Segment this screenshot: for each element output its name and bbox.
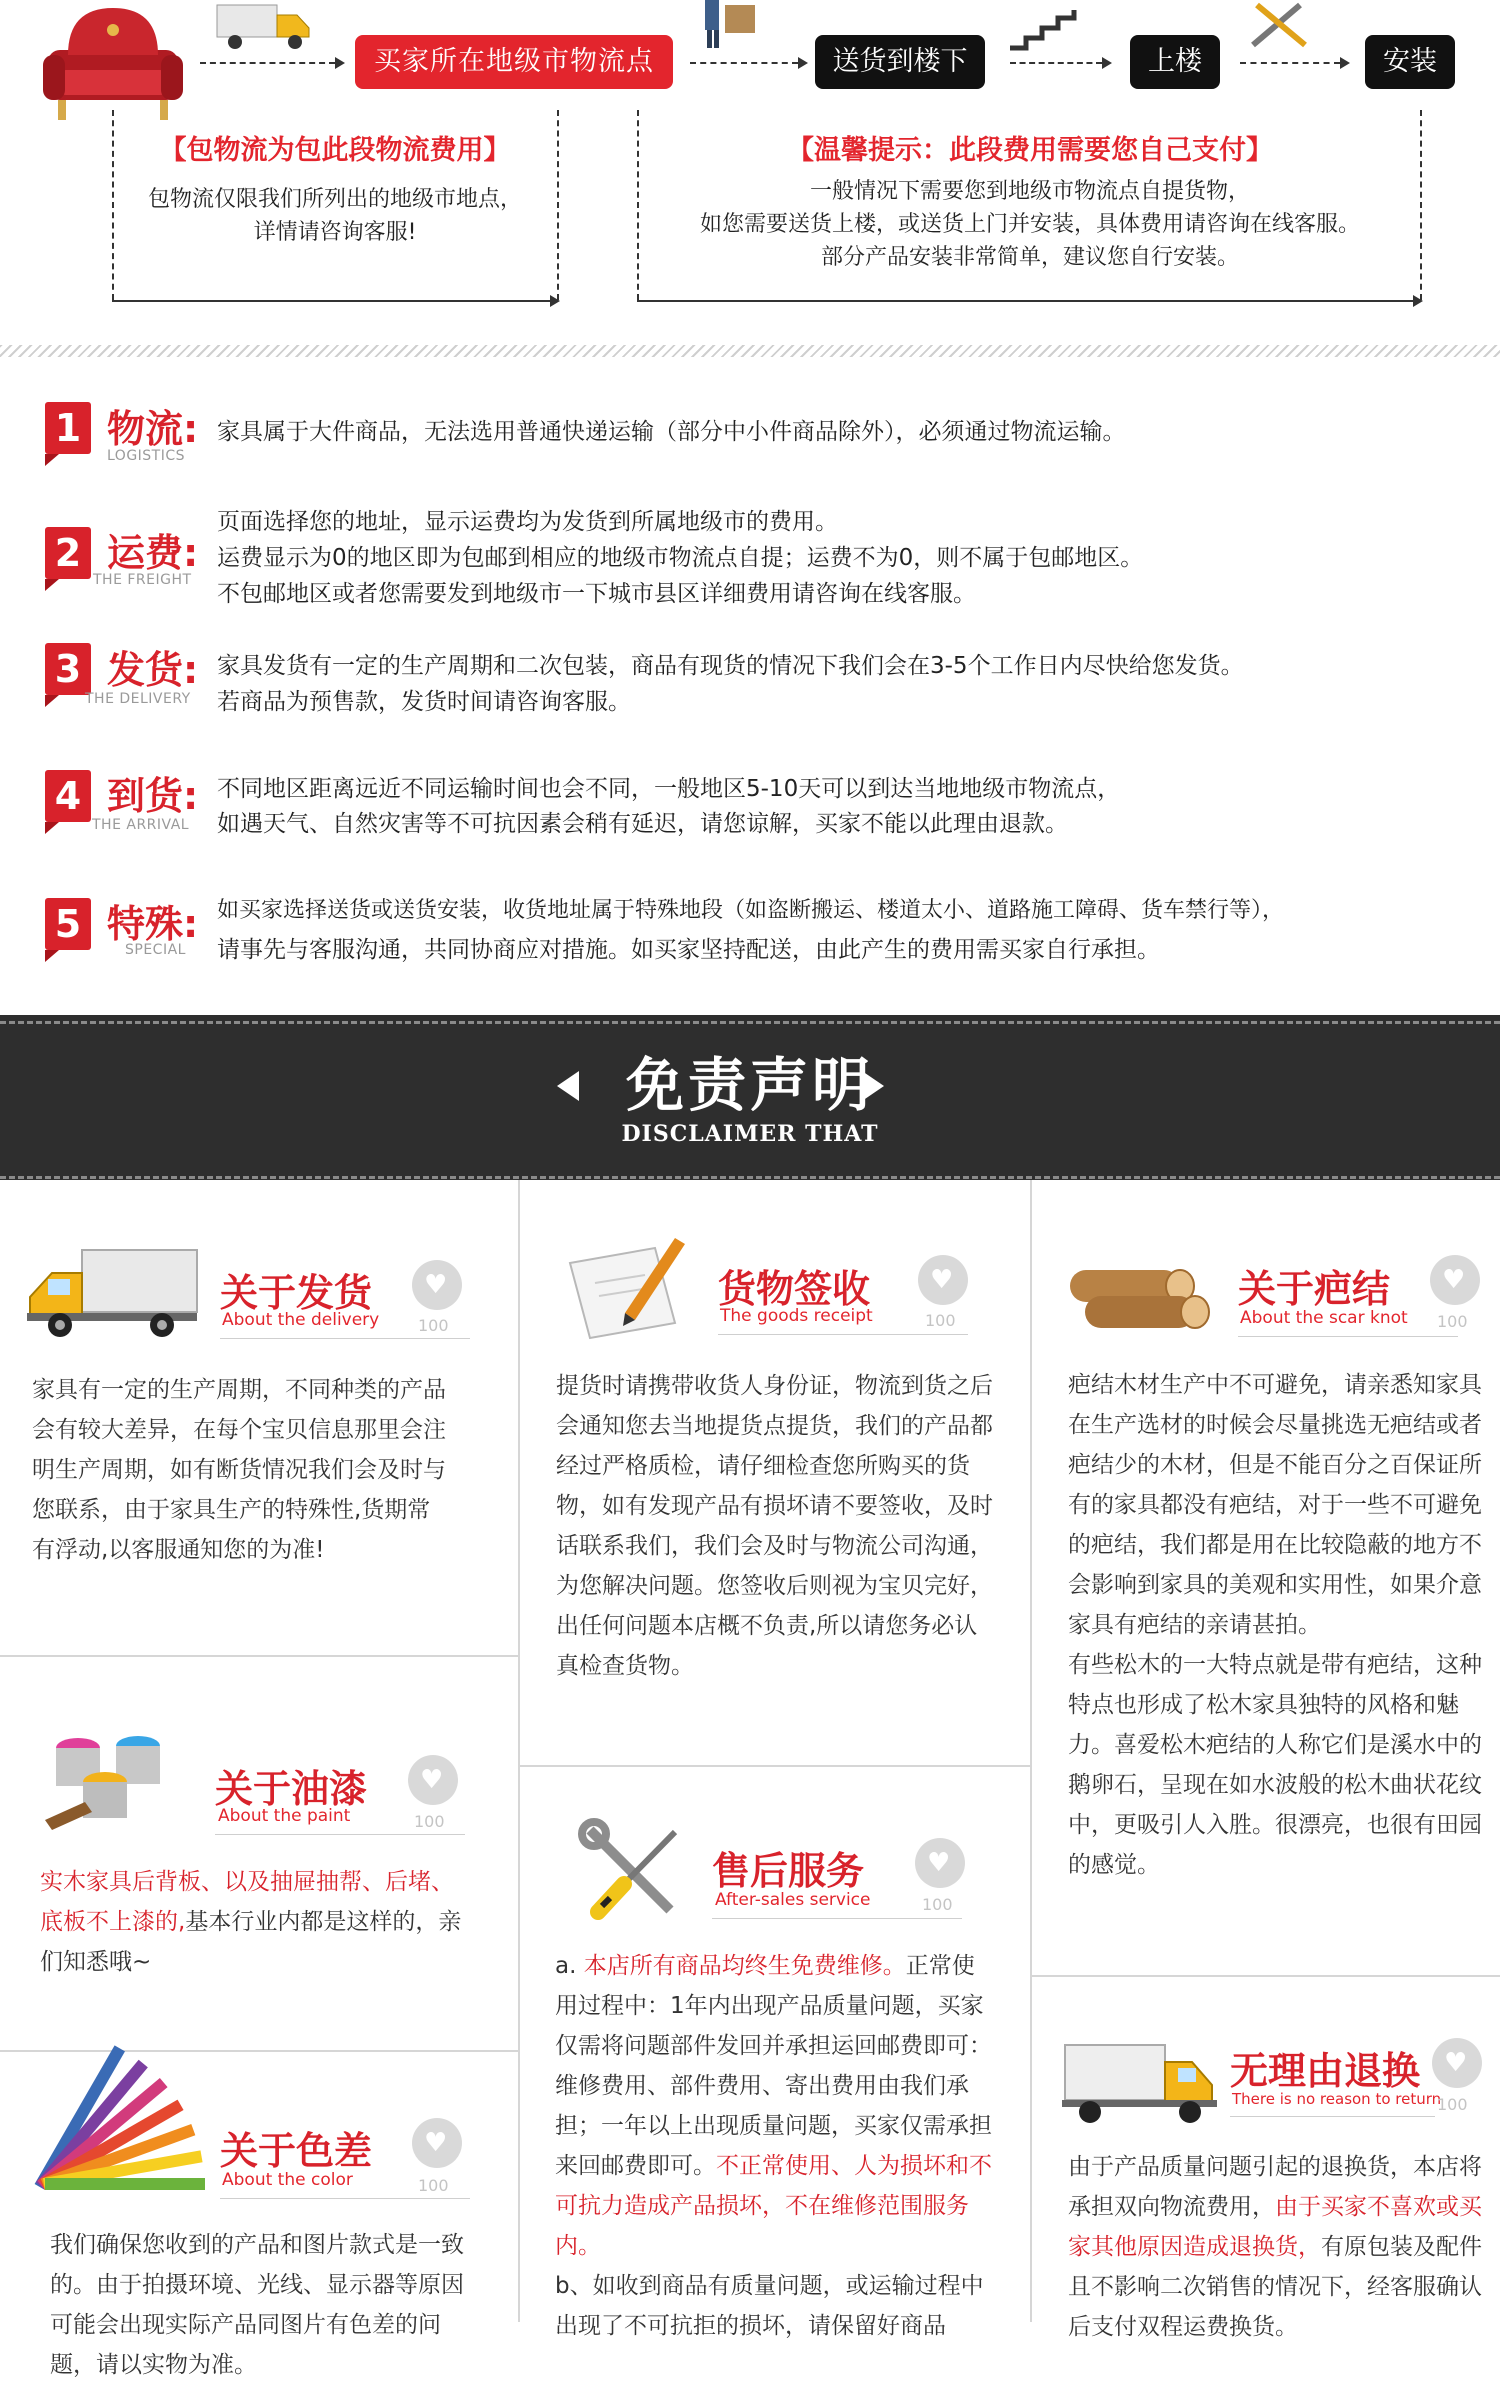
row-text: 如遇天气、自然灾害等不可抗因素会稍有延迟，请您谅解，买家不能以此理由退款。 bbox=[217, 811, 1068, 837]
card-paragraph bbox=[40, 1862, 475, 1982]
cell-divider bbox=[0, 1655, 518, 1657]
card-title: 售后服务 bbox=[712, 1849, 865, 1893]
flow-arrow bbox=[1240, 62, 1340, 66]
like-button[interactable] bbox=[915, 1838, 965, 1888]
card-paragraph bbox=[555, 1946, 995, 2266]
cell-divider bbox=[1030, 1975, 1500, 1977]
note-line: 一般情况下需要您到地级市物流点自提货物， bbox=[809, 179, 1250, 204]
color-swatch-fan-icon bbox=[25, 2090, 205, 2200]
bracket-line bbox=[637, 300, 1415, 302]
worker-carrying-box-icon bbox=[695, 0, 775, 50]
cell-divider bbox=[0, 2050, 518, 2052]
signing-pen-icon bbox=[565, 1228, 695, 1338]
card-title: 无理由退换 bbox=[1230, 2049, 1421, 2093]
step-logistics-point: 买家所在地级市物流点 bbox=[355, 35, 673, 89]
card-text bbox=[555, 1946, 995, 2339]
row-title: 运费: bbox=[107, 531, 199, 575]
card-subtitle: About the delivery bbox=[222, 1310, 380, 1330]
title-underline bbox=[220, 2198, 470, 2199]
card-subtitle: About the paint bbox=[218, 1806, 351, 1826]
row-number: 5 bbox=[45, 898, 91, 950]
card-title: 关于疤结 bbox=[1238, 1267, 1391, 1311]
card-subtitle: There is no reason to return bbox=[1232, 2090, 1442, 2108]
truck-icon bbox=[215, 0, 315, 55]
card-subtitle: The goods receipt bbox=[720, 1306, 873, 1326]
note-line: 如您需要送货上楼，或送货上门并安装，具体费用请咨询在线客服。 bbox=[699, 212, 1360, 237]
like-count: 100 bbox=[1437, 2095, 1468, 2114]
like-count: 100 bbox=[418, 2176, 449, 2195]
row-text: 如买家选择送货或送货安装，收货地址属于特殊地段（如盗断搬运、楼道太小、道路施工障碍、货车禁行等）， bbox=[217, 898, 1285, 923]
row-subtitle: THE DELIVERY bbox=[85, 691, 191, 707]
like-count: 100 bbox=[922, 1895, 953, 1914]
like-count: 100 bbox=[925, 1311, 956, 1330]
row-text: 家具属于大件商品，无法选用普通快递运输（部分中小件商品除外），必须通过物流运输。 bbox=[217, 419, 1126, 445]
row-number: 3 bbox=[45, 643, 91, 695]
note-line: 包物流仅限我们所列出的地级市地点， bbox=[147, 187, 522, 212]
plain-text: 由于产品质量问题引起的退换货，本店将承担双向物流费用， bbox=[1068, 2154, 1482, 2220]
row-text: 若商品为预售款，发货时间请咨询客服。 bbox=[217, 689, 631, 715]
card-paragraph: b、如收到商品有质量问题，或运输过程中出现了不可抗拒的损坏，请保留好商品 bbox=[555, 2273, 984, 2339]
truck-icon bbox=[1060, 2040, 1220, 2130]
note-line: 部分产品安装非常简单，建议您自行安装。 bbox=[820, 245, 1239, 270]
like-button[interactable] bbox=[1432, 2038, 1482, 2088]
row-subtitle: THE FREIGHT bbox=[93, 572, 192, 588]
bracket-line bbox=[1420, 110, 1422, 300]
plain-text: 正常使用过程中：1年内出现产品质量问题，买家仅需将问题部件发回并承担运回邮费即可：维修费用、部件费用、寄出费用由我们承担；一年以上出现质量问题，买家仅需承担来回邮费即可。 bbox=[555, 1953, 992, 2179]
card-title: 关于色差 bbox=[220, 2129, 373, 2173]
title-underline bbox=[1230, 2116, 1435, 2117]
heart-icon: ♥ bbox=[420, 1765, 444, 1795]
title-underline bbox=[220, 1338, 470, 1339]
title-underline bbox=[215, 1834, 465, 1835]
row-title: 发货: bbox=[107, 648, 199, 692]
row-text: 运费显示为0的地区即为包邮到相应的地级市物流点自提；运费不为0，则不属于包邮地区。 bbox=[217, 545, 1144, 571]
title-underline bbox=[1238, 1336, 1458, 1337]
like-button[interactable] bbox=[412, 2118, 462, 2168]
card-text bbox=[556, 1366, 996, 1686]
like-button[interactable] bbox=[918, 1255, 968, 1305]
bracket-line bbox=[637, 110, 639, 300]
note-line: 详情请咨询客服! bbox=[253, 220, 417, 245]
card-text bbox=[1068, 2147, 1483, 2340]
highlight-text: 由于买家不喜欢或买家其他原因造成退换货， bbox=[1068, 2194, 1482, 2260]
step-upstairs: 上楼 bbox=[1130, 35, 1220, 89]
card-paragraph: 疤结木材生产中不可避免，请亲悉知家具在生产选材的时候会尽量挑选无疤结或者疤结少的木材，但是不能百分之百保证所有的家具都没有疤结，对于一些不可避免的疤结，我们都是用在比较隐蔽的地方不会影响到家具的美观和实用性，如果介意家具有疤结的亲请甚拍。 bbox=[1068, 1372, 1482, 1638]
card-subtitle: After-sales service bbox=[715, 1890, 871, 1910]
row-subtitle: THE ARRIVAL bbox=[92, 817, 190, 833]
cell-divider bbox=[518, 1765, 1030, 1767]
banner-subtitle: DISCLAIMER THAT bbox=[621, 1121, 879, 1147]
banner-title: 免责声明 bbox=[625, 1051, 874, 1119]
card-title: 货物签收 bbox=[718, 1267, 871, 1311]
row-subtitle: LOGISTICS bbox=[107, 448, 186, 464]
row-title: 特殊: bbox=[107, 902, 199, 946]
flow-arrow bbox=[1010, 62, 1102, 66]
heart-icon: ♥ bbox=[930, 1265, 954, 1295]
card-title: 关于发货 bbox=[220, 1271, 373, 1315]
plain-text: 有原包装及配件且不影响二次销售的情况下，经客服确认后支付双程运费换货。 bbox=[1068, 2234, 1482, 2340]
bracket-line bbox=[112, 110, 114, 300]
flow-arrow bbox=[200, 62, 335, 66]
row-title: 到货: bbox=[107, 774, 199, 818]
step-deliver-downstairs: 送货到楼下 bbox=[815, 35, 985, 89]
free-shipping-note-title: 【包物流为包此段物流费用】 bbox=[159, 135, 511, 166]
card-text bbox=[40, 1862, 475, 1982]
banner-stitch bbox=[0, 1021, 1500, 1024]
plain-text: 基本行业内都是这样的，亲们知悉哦~ bbox=[40, 1909, 462, 1975]
row-text: 页面选择您的地址，显示运费均为发货到所属地级市的费用。 bbox=[217, 509, 838, 535]
highlight-text: 不正常使用、人为损坏和不可抗力造成产品损坏，不在维修范围服务内。 bbox=[555, 2153, 992, 2259]
row-number: 4 bbox=[45, 770, 91, 822]
row-subtitle: SPECIAL bbox=[125, 942, 186, 958]
like-button[interactable] bbox=[1430, 1255, 1480, 1305]
row-number: 1 bbox=[45, 402, 91, 454]
list-marker: a. bbox=[555, 1953, 577, 1979]
column-divider bbox=[1030, 1180, 1032, 2322]
like-count: 100 bbox=[418, 1316, 449, 1335]
title-underline bbox=[712, 1918, 962, 1919]
card-paragraph: 提货时请携带收货人身份证，物流到货之后会通知您去当地提货点提货，我们的产品都经过严格质检，请仔细检查您所购买的货物，如有发现产品有损坏请不要签收，及时话联系我们，我们会及时与物流公司沟通，为您解决问题。您签收后则视为宝贝完好，出任何问题本店概不负责,所以请您务必认真检查货物。 bbox=[556, 1373, 993, 1679]
warm-tip-body bbox=[645, 175, 1415, 274]
tools-icon bbox=[1245, 0, 1315, 50]
card-text bbox=[32, 1370, 447, 1570]
card-paragraph: 我们确保您收到的产品和图片款式是一致的。由于拍摄环境、光线、显示器等原因可能会出现实际产品同图片有色差的问题，请以实物为准。 bbox=[50, 2232, 464, 2378]
heart-icon: ♥ bbox=[1444, 2048, 1468, 2078]
row-number: 2 bbox=[45, 527, 91, 579]
warm-tip-title: 【温馨提示：此段费用需要您自己支付】 bbox=[787, 135, 1273, 166]
like-count: 100 bbox=[1437, 1312, 1468, 1331]
card-paragraph bbox=[1068, 2147, 1483, 2347]
wood-logs-icon bbox=[1060, 1250, 1220, 1340]
like-button[interactable] bbox=[412, 1260, 462, 1310]
bracket-line bbox=[112, 300, 552, 302]
paint-buckets-icon bbox=[40, 1720, 200, 1830]
card-paragraph: 家具有一定的生产周期，不同种类的产品会有较大差异，在每个宝贝信息那里会注明生产周期，如有断货情况我们会及时与您联系，由于家具生产的特殊性,货期常有浮动,以客服通知您的为准! bbox=[32, 1377, 446, 1563]
flow-arrow bbox=[690, 62, 798, 66]
card-title: 关于油漆 bbox=[215, 1767, 368, 1811]
card-subtitle: About the color bbox=[222, 2170, 353, 2190]
highlight-text: 实木家具后背板、以及抽屉抽帮、后堵、底板不上漆的, bbox=[40, 1869, 454, 1935]
row-text: 不包邮地区或者您需要发到地级市一下城市县区详细费用请咨询在线客服。 bbox=[217, 581, 976, 607]
delivery-flow bbox=[0, 0, 1500, 330]
stairs-icon bbox=[1010, 10, 1090, 50]
free-shipping-note-body bbox=[115, 183, 555, 249]
like-count: 100 bbox=[414, 1812, 445, 1831]
screwdriver-wrench-icon bbox=[580, 1820, 690, 1930]
divider-pattern bbox=[0, 345, 1500, 357]
card-subtitle: About the scar knot bbox=[1240, 1308, 1408, 1328]
heart-icon: ♥ bbox=[424, 1270, 448, 1300]
row-text: 不同地区距离远近不同运输时间也会不同，一般地区5-10天可以到达当地地级市物流点， bbox=[217, 776, 1121, 802]
step-install: 安装 bbox=[1365, 35, 1455, 89]
highlight-text: 本店所有商品均终生免费维修。 bbox=[583, 1953, 906, 1979]
card-paragraph: 有些松木的一大特点就是带有疤结，这种特点也形成了松木家具独特的风格和魅力。喜爱松木疤结的人称它们是溪水中的鹅卵石，呈现在如水波般的松木曲状花纹中，更吸引人入胜。很漂亮，也很有田园的感觉。 bbox=[1068, 1652, 1482, 1878]
heart-icon: ♥ bbox=[927, 1848, 951, 1878]
heart-icon: ♥ bbox=[1442, 1265, 1466, 1295]
title-underline bbox=[718, 1334, 968, 1335]
heart-icon: ♥ bbox=[424, 2128, 448, 2158]
column-divider bbox=[518, 1180, 520, 2322]
row-text: 请事先与客服沟通，共同协商应对措施。如买家坚持配送，由此产生的费用需买家自行承担。 bbox=[217, 937, 1160, 963]
truck-icon bbox=[22, 1245, 202, 1345]
row-text: 家具发货有一定的生产周期和二次包装，商品有现货的情况下我们会在3-5个工作日内尽快给您发货。 bbox=[217, 653, 1244, 679]
card-text bbox=[1068, 1365, 1483, 1885]
card-text bbox=[50, 2225, 470, 2378]
banner-stitch bbox=[0, 1176, 1500, 1179]
row-title: 物流: bbox=[107, 407, 199, 451]
bracket-line bbox=[557, 110, 559, 300]
like-button[interactable] bbox=[408, 1755, 458, 1805]
